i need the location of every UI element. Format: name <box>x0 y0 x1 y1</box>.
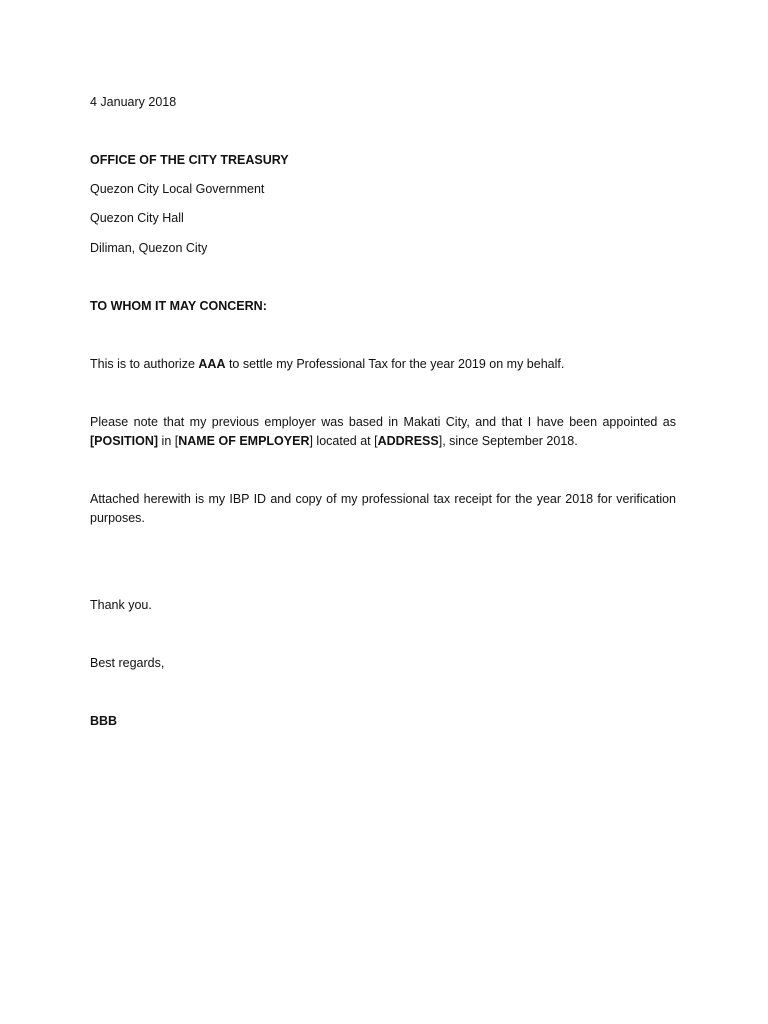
recipient-office: OFFICE OF THE CITY TREASURY <box>90 153 289 167</box>
employment-since-text: ], since September 2018. <box>438 434 578 448</box>
employment-line-1: Please note that my previous employer was based in Makati City, and that I have been appointed as <box>90 415 676 429</box>
authorized-person-name: AAA <box>198 357 226 371</box>
authorization-text-start: This is to authorize <box>90 357 199 371</box>
recipient-line-1: Quezon City Local Government <box>90 182 265 196</box>
thank-you-line: Thank you. <box>90 598 152 612</box>
employment-paragraph <box>90 413 676 451</box>
recipient-line-3: Diliman, Quezon City <box>90 241 208 255</box>
salutation: TO WHOM IT MAY CONCERN: <box>90 299 267 313</box>
recipient-line-2: Quezon City Hall <box>90 211 184 225</box>
position-placeholder: [POSITION] <box>90 434 159 448</box>
closing-line: Best regards, <box>90 656 165 670</box>
employment-in-text: in [ <box>158 434 179 448</box>
address-placeholder: ADDRESS <box>377 434 439 448</box>
letter-date: 4 January 2018 <box>90 95 177 109</box>
attachment-paragraph: Attached herewith is my IBP ID and copy of my professional tax receipt for the year 2018 for verification purposes. <box>90 492 676 525</box>
authorization-text-end: to settle my Professional Tax for the year 2019 on my behalf. <box>225 357 565 371</box>
authorization-paragraph <box>90 356 564 372</box>
employer-placeholder: NAME OF EMPLOYER <box>178 434 310 448</box>
signature-name: BBB <box>90 714 118 728</box>
employment-located-text: ] located at [ <box>309 434 378 448</box>
